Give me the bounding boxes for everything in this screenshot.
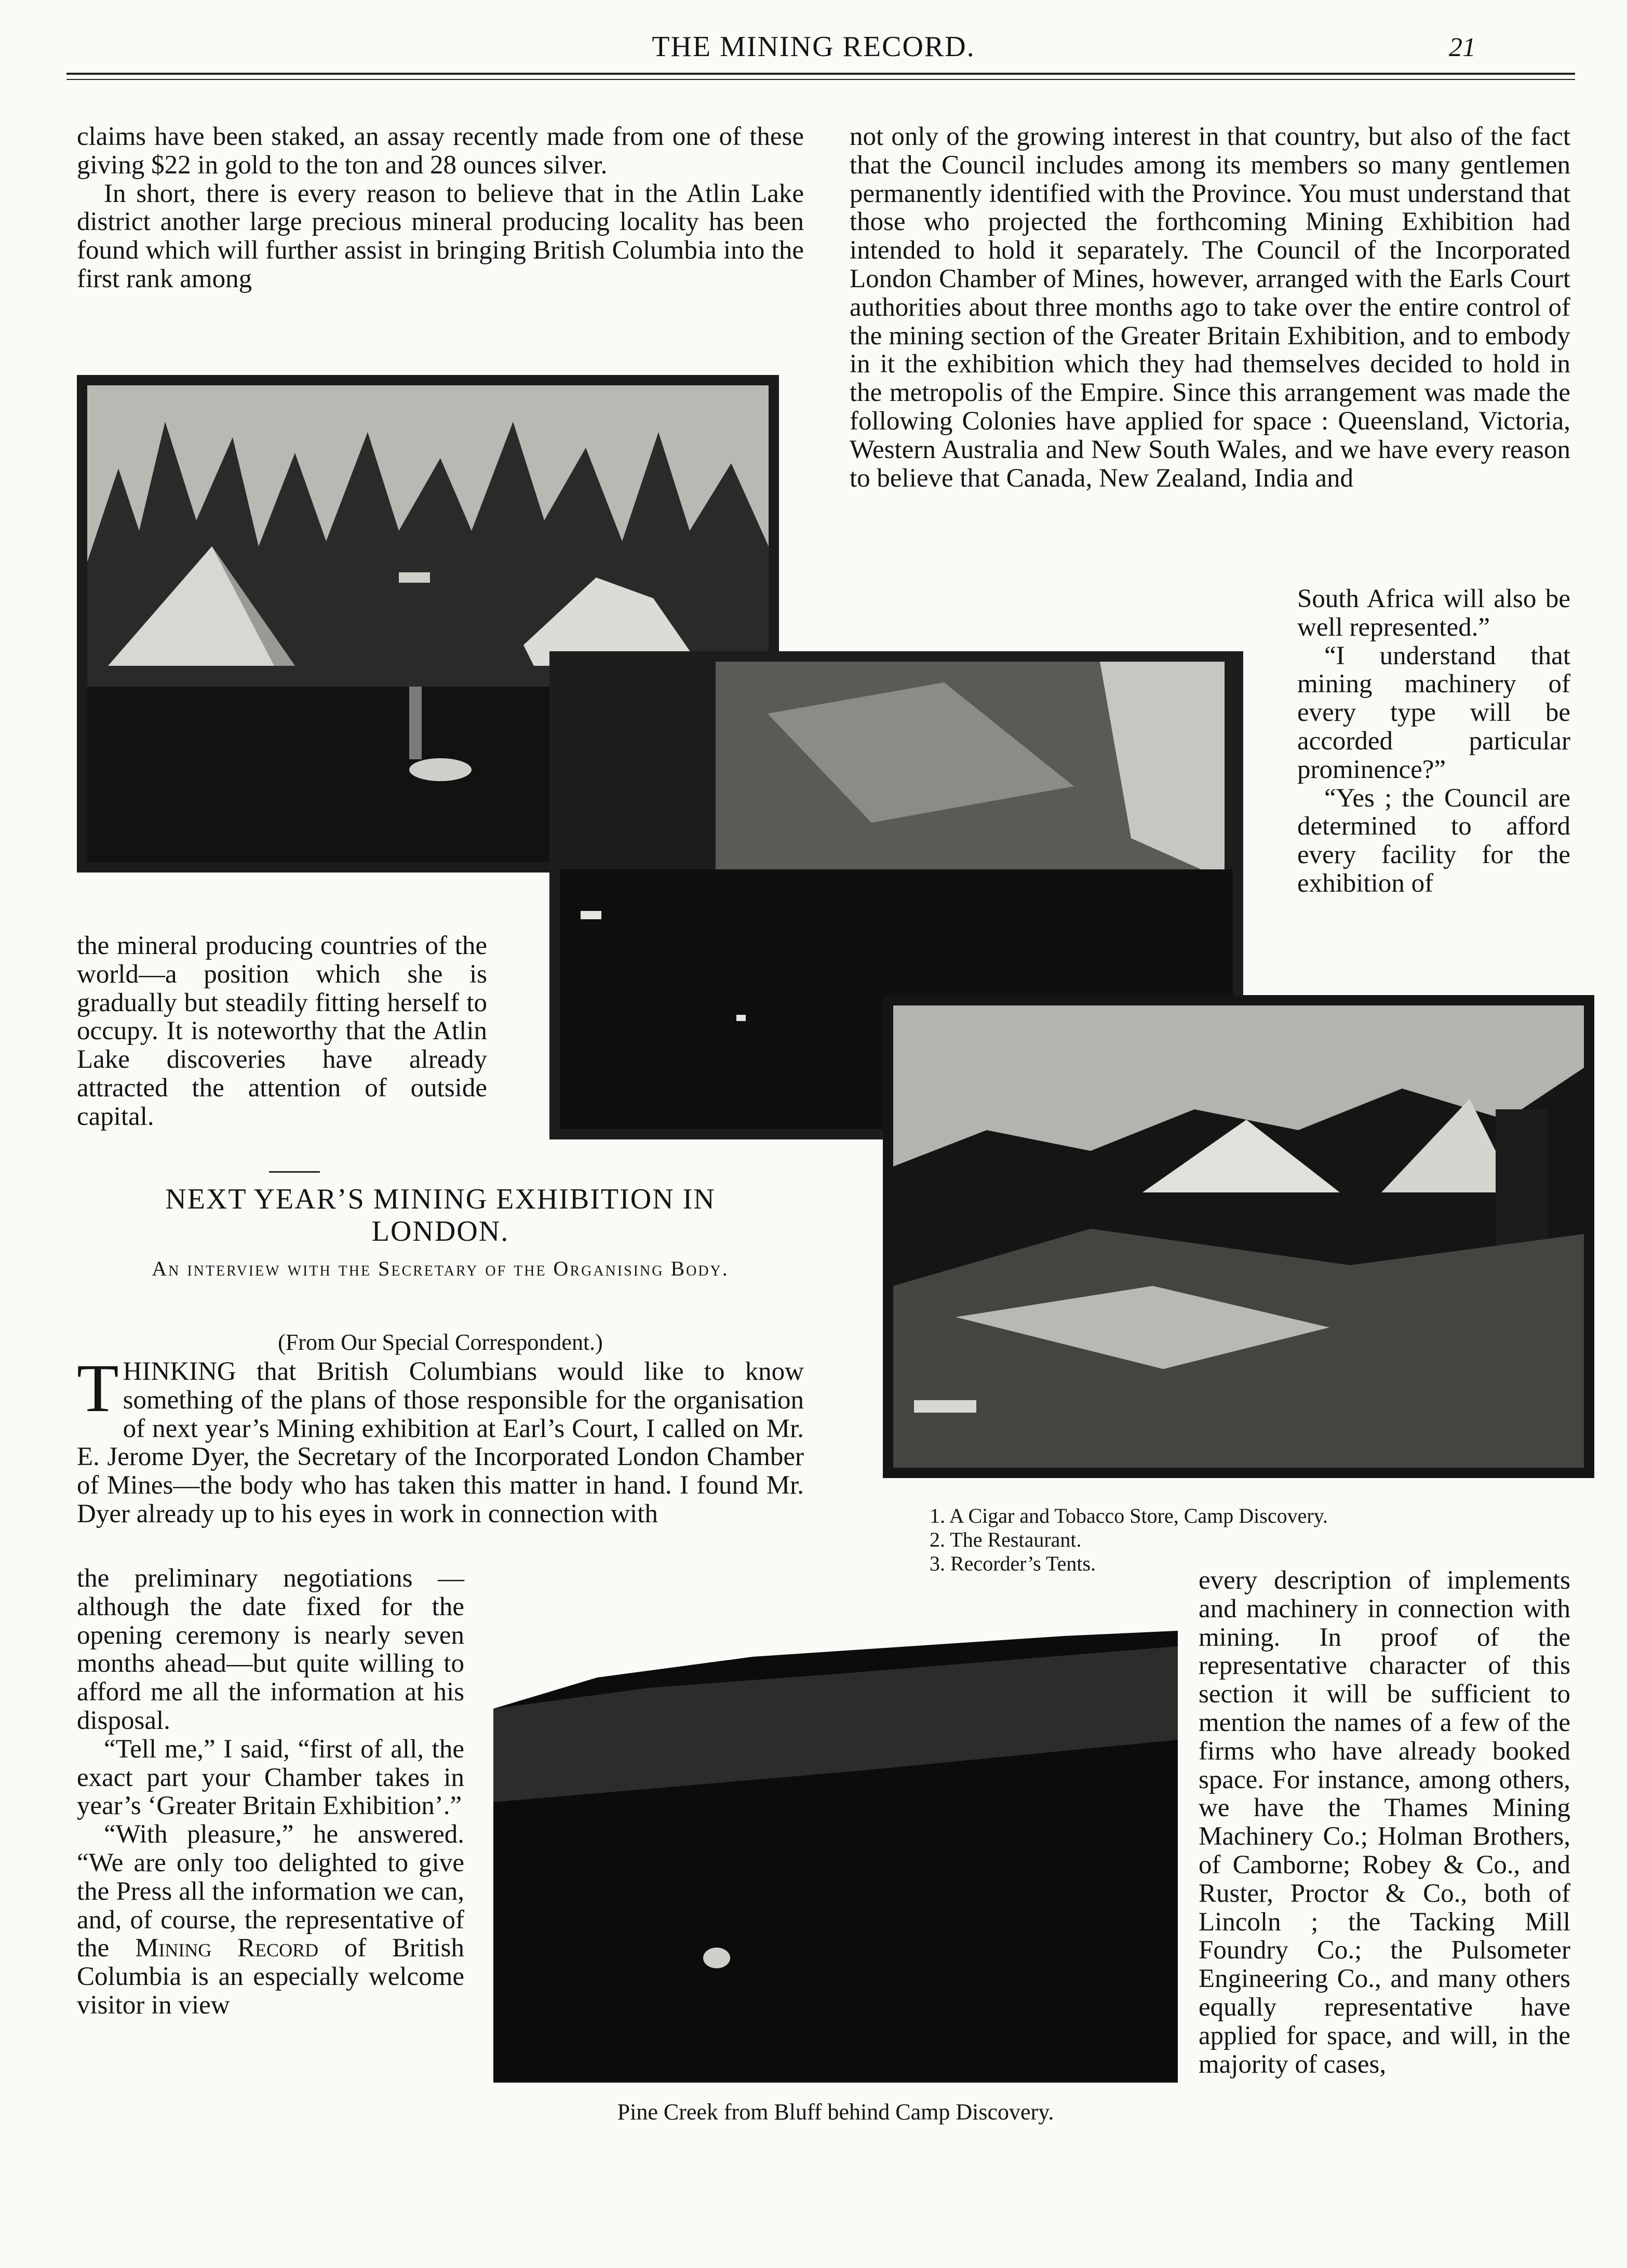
caption-item-3: 3. Recorder’s Tents. <box>930 1552 1096 1575</box>
paragraph: “I understand that mining machinery of every type will be accorded particular prominence?” <box>1297 641 1570 784</box>
caption-item-2: 2. The Restaurant. <box>930 1528 1082 1551</box>
article-lead <box>77 1350 804 1528</box>
article-narrow-column <box>77 1564 464 2020</box>
photo-pine-creek-image <box>493 1615 1178 2083</box>
photo-recorders-tents-image <box>883 995 1594 1478</box>
photo-pine-creek <box>493 1615 1178 2083</box>
paragraph: “Tell me,” I said, “first of all, the exact part your Chamber takes in year’s ‘Greater Britain Exhibition’.” <box>77 1734 464 1821</box>
paragraph: the preliminary negotiations —although the date fixed for the opening ceremony is nearly seven months ahead—but quite willing to afford me all the information at his disposal. <box>77 1564 464 1735</box>
page-number: 21 <box>1449 33 1476 62</box>
publication-name: Mining Record <box>135 1934 319 1963</box>
lead-text: HINKING that British Columbians would like to know something of the plans of those responsible for the organisation of next year’s Mining exhibition at Earl’s Court, I called on Mr. E. Jerome Dyer, the Secretary of the Incorporated London Chamber of Mines—the body who has taken this matter in hand. I found Mr. Dyer already up to his eyes in work in connection with <box>77 1357 804 1528</box>
header-rule-top <box>66 73 1575 75</box>
section-divider <box>269 1171 320 1173</box>
article-subhead: An interview with the Secretary of the Organising Body. <box>152 1257 729 1280</box>
left-column-mid <box>77 932 487 1131</box>
article-byline: (From Our Special Correspondent.) <box>278 1330 603 1355</box>
photo-recorders-tents <box>883 995 1594 1478</box>
pine-creek-caption: Pine Creek from Bluff behind Camp Discovery. <box>617 2099 1054 2125</box>
right-column-bottom <box>1199 1566 1570 2078</box>
paragraph-text: “With pleasure,” he answered. “We are only too delighted to give the Press all the information we can, and, of course, the representative of the <box>77 1820 464 1963</box>
paragraph-text-end: of British Columbia is an especially welcome visitor in view <box>77 1934 464 2020</box>
article-headline <box>77 1183 804 1247</box>
left-column-top <box>77 123 804 293</box>
paragraph: not only of the growing interest in that country, but also of the fact that the Council includes among its members so many gentlemen permanently identified with the Province. You must understand that those who projected the forthcoming Mining Exhibition had intended to hold it separately. The Council of the Incorporated London Chamber of Mines, however, arranged with the Earls Court authorities about three months ago to take over the entire control of the mining section of the Greater Britain Exhibition, and to embody in it the exhibition which they had themselves decided to hold in the metropolis of the Empire. Since this arrangement was made the following Colonies have applied for space : Queensland, Victoria, Western Australia and New South Wales, and we have every reason to believe that Canada, New Zealand, India and <box>850 122 1570 493</box>
running-head: THE MINING RECORD. <box>652 31 975 63</box>
paragraph: every description of implements and machinery in connection with mining. In proof of the representative character of this section it will be sufficient to mention the names of a few of the firms who have already booked space. For instance, among others, we have the Thames Mining Machinery Co.; Holman Brothers, of Camborne; Robey & Co., and Ruster, Proctor & Co., both of Lincoln ; the Tacking Mill Foundry Co.; the Pulsometer Engineering Co., and many others equally representative have applied for space, and will, in the majority of cases, <box>1199 1566 1570 2079</box>
paragraph: “Yes ; the Council are determined to afford every facility for the exhibition of <box>1297 783 1570 898</box>
paragraph <box>77 1820 464 2020</box>
right-column-narrow <box>1297 585 1570 898</box>
paragraph: South Africa will also be well represented.” <box>1297 584 1570 642</box>
caption-item-1: 1. A Cigar and Tobacco Store, Camp Discovery. <box>930 1504 1328 1527</box>
headline-line-2: LONDON. <box>371 1215 509 1247</box>
paragraph: the mineral producing countries of the world—a position which she is gradually but steadily fitting herself to occupy. It is noteworthy that the Atlin Lake discoveries have already attracted the attention of outside capital. <box>77 931 487 1131</box>
paragraph: In short, there is every reason to believe that in the Atlin Lake district another large precious mineral producing locality has been found which will further assist in bringing British Columbia into the first rank among <box>77 179 804 293</box>
paragraph: claims have been staked, an assay recently made from one of these giving $22 in gold to the ton and 28 ounces silver. <box>77 122 804 180</box>
right-column-top <box>850 123 1570 492</box>
photo-captions <box>930 1504 1501 1576</box>
header-rule-bottom <box>66 79 1575 80</box>
drop-cap: T <box>77 1350 119 1426</box>
headline-line-1: NEXT YEAR’S MINING EXHIBITION IN <box>165 1183 716 1215</box>
